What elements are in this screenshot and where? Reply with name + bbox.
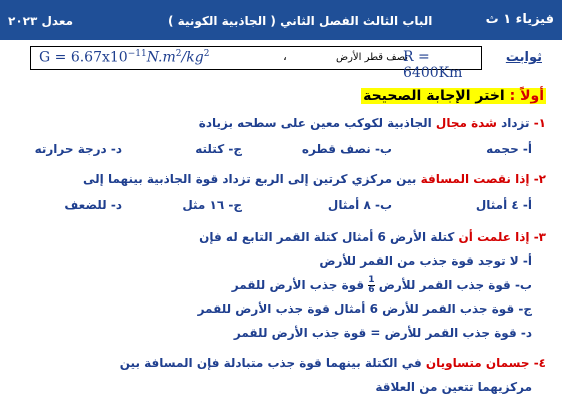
q1-option-d: د- درجة حرارته [34,142,122,156]
constants-title: ثوابت [505,50,542,65]
q3-option-d: د- قوة جذب القمر للأرض = قوة جذب الأرض للقمر [233,326,532,340]
header-date: معدل ٢٠٢٣ [8,14,74,28]
earth-radius-label: نصف قطر الأرض [336,52,409,63]
fraction-one-sixth: $\frac{1}{6}$ [368,275,375,295]
q1-option-c: ج- كتلته [195,142,242,156]
cut-off-formulas [0,405,562,417]
question-2: ٢- إذا نقصت المسافة بين مركزي كرتين إلى الربع تزداد قوة الجاذبية بينهما إلى [83,172,546,186]
q1-option-b: ب- نصف قطره [301,142,392,156]
q3-option-a: أ- لا توجد قوة جذب من القمر للأرض [319,254,532,268]
question-1: ١- تزداد شدة مجال الجاذبية لكوكب معين على سطحه بزيادة [198,116,546,130]
q2-option-b: ب- ٨ أمثال [327,198,392,212]
q2-option-c: ج- ١٦ مثل [182,198,242,212]
q3-option-b: ب- قوة جذب القمر للأرض $\frac{1}{6}$ قوة جذب الأرض للقمر [231,275,532,295]
q2-option-d: د- للضعف [64,198,122,212]
question-4: ٤- جسمان متساويان في الكتلة بينهما قوة جذب متبادلة فإن المسافة بين [119,356,546,370]
earth-radius-value: R = 6400Km [403,49,463,81]
q2-option-a: أ- ٤ أمثال [475,198,532,212]
q1-option-a: أ- حجمه [486,142,532,156]
constants-box [30,46,482,81]
gravitational-constant: $G = 6.67x10^{-11}N.m^2/kg^2$ [39,49,210,66]
question-4-line-2: مركزيهما تتعين من العلاقة [375,380,532,394]
header-chapter: الباب الثالث الفصل الثاني ( الجاذبية الكونية ) [168,14,433,28]
question-3: ٣- إذا علمت أن كتلة الأرض 6 أمثال كتلة القمر التابع له فإن [199,230,546,244]
header-subject: فيزياء ١ ث [485,12,554,27]
separator: ، [283,49,287,63]
header-bar [0,0,562,40]
q3-option-c: ج- قوة جذب القمر للأرض 6 أمثال قوة جذب الأرض للقمر [197,302,532,316]
section-title: أولاً : اختر الإجابة الصحيحة [363,88,544,104]
